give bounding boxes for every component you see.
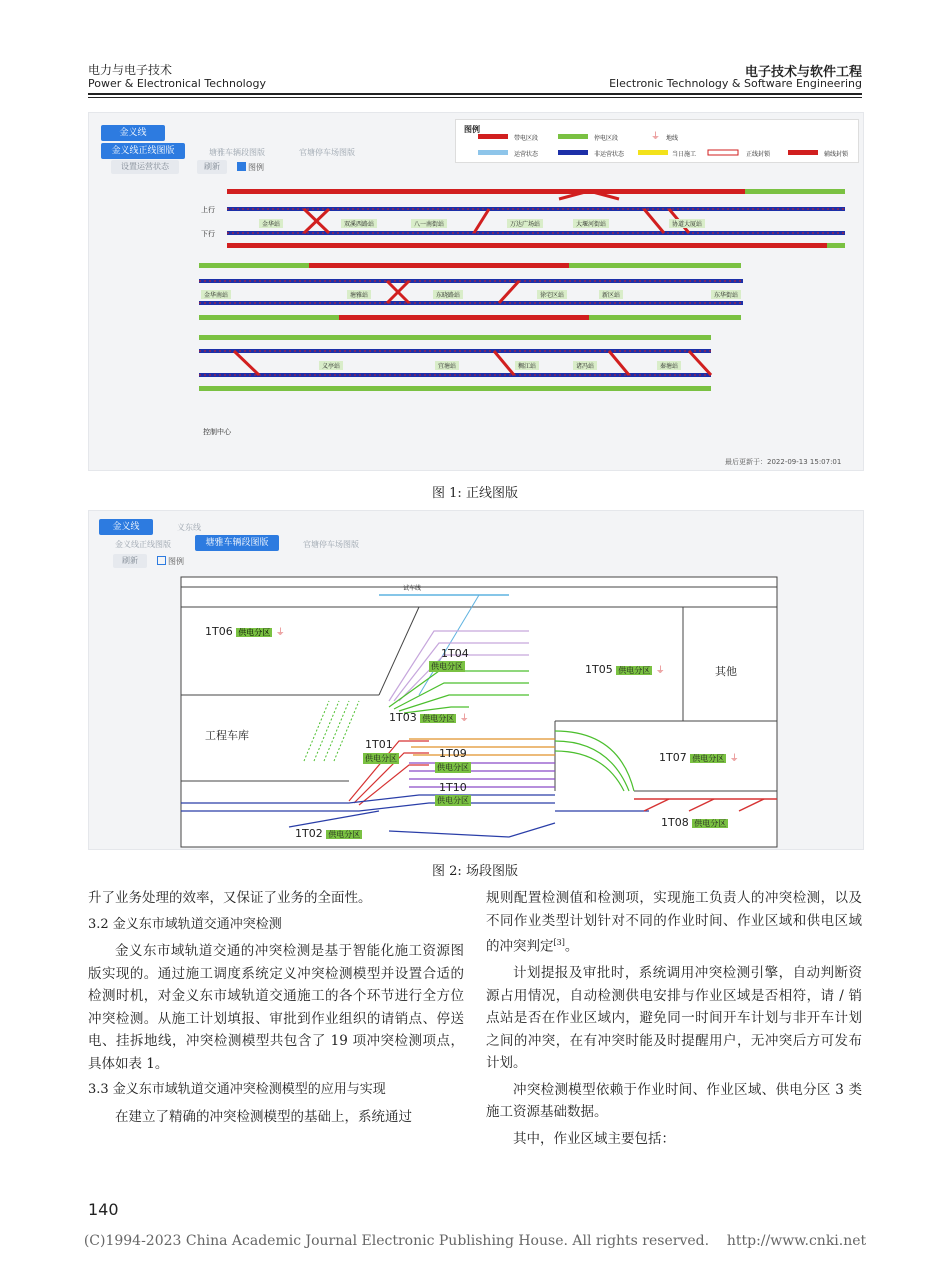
station-tag: 稠江站	[515, 361, 539, 370]
test-line-label: 试车线	[403, 585, 422, 592]
section-heading-3-3: 3.3 金义东市域轨道交通冲突检测模型的应用与实现	[88, 1082, 386, 1097]
paragraph: 其中，作业区域主要包括：	[513, 1130, 675, 1147]
supply-tag: 供电分区	[437, 796, 469, 805]
text-column-left	[88, 887, 464, 1128]
area-1T09: 1T09	[439, 747, 467, 760]
station-tag: 宜塘站	[435, 361, 459, 370]
area-1T05	[585, 663, 665, 676]
area-1T10: 1T10	[439, 781, 467, 794]
legend-label: 运营状态	[514, 151, 539, 158]
tab-yard-board[interactable]: 官塘停车场图版	[303, 540, 359, 549]
header-rule-thin	[88, 97, 862, 98]
legend-checkbox-label: 图例	[168, 557, 184, 566]
journal-name-en: Power & Electronical Technology	[88, 77, 266, 90]
area-other: 其他	[715, 665, 737, 678]
station-tag: 金华站	[259, 219, 283, 228]
supply-tag: 供电分区	[431, 662, 463, 671]
section-name-en: Electronic Technology & Software Engineering	[609, 77, 862, 90]
control-center-label: 控制中心	[203, 428, 231, 436]
last-updated: 最后更新于：2022-09-13 15:07:01	[725, 458, 842, 466]
figure-1-mainline-board	[88, 112, 864, 471]
row-label-down: 下行	[201, 230, 215, 238]
area-code: 1T02	[295, 827, 323, 840]
supply-tag: 供电分区	[422, 714, 455, 723]
tab-yard-board[interactable]: 官塘停车场图版	[299, 148, 355, 157]
station-tag: 金华南站	[201, 290, 231, 299]
paragraph-text: 规则配置检测值和检测项，实现施工负责人的冲突检测，以及不同作业类型计划针对不同的作业时间、作业区域和供电区域的冲突判定	[486, 890, 862, 955]
tab-jinyi-line[interactable]: 金义线	[101, 125, 165, 141]
yard-diagram	[89, 511, 863, 849]
tab-mainline-board[interactable]: 金义线正线图版	[115, 540, 171, 549]
refresh-button[interactable]: 刷新	[113, 554, 147, 568]
area-1T07	[659, 751, 739, 764]
legend-label: 辅线封锁	[824, 151, 849, 158]
area-engineering-garage: 工程车库	[205, 729, 249, 742]
paragraph	[486, 887, 862, 958]
legend-label: 停电区段	[594, 135, 619, 142]
header-rule	[88, 93, 862, 95]
area-1T04	[441, 647, 469, 660]
station-tag: 大堰河街站	[573, 219, 609, 228]
journal-name-cn: 电力与电子技术	[88, 63, 173, 77]
station-tag: 诸冯站	[573, 361, 597, 370]
paragraph: 金义东市域轨道交通的冲突检测是基于智能化施工资源图版实现的。通过施工调度系统定义冲突检测模型并设置合适的检测时机，对金义东市域轨道交通施工的各个环节进行全方位冲突检测。从施工计划填报、审批到作业组织的请销点、停送电、挂拆地线，冲突检测模型共包含了 19 项冲突检测项点，具体如表 1。	[88, 943, 464, 1072]
ground-icon: ⏚	[459, 714, 469, 724]
area-1T02	[295, 827, 362, 840]
supply-tag: 供电分区	[328, 830, 361, 839]
area-1T08	[661, 816, 728, 829]
set-status-button[interactable]: 设置运营状态	[111, 160, 179, 174]
text-column-right	[486, 887, 862, 1150]
area-1T06	[205, 625, 285, 638]
citation: [3]	[553, 938, 565, 947]
paragraph: 冲突检测模型依赖于作业时间、作业区域、供电分区 3 类施工资源基础数据。	[486, 1081, 862, 1120]
area-code: 1T08	[661, 816, 689, 829]
legend-label: 非运营状态	[594, 151, 625, 158]
refresh-button[interactable]: 刷新	[197, 160, 227, 174]
station-tag: 协道大厦站	[669, 219, 705, 228]
station-tag: 双溪西路站	[341, 219, 377, 228]
tab-depot-board[interactable]: 塘雅车辆段图版	[209, 148, 265, 157]
figure-2-caption: 图 2: 场段图版	[432, 864, 518, 879]
area-code: 1T06	[205, 625, 233, 638]
area-code: 1T05	[585, 663, 613, 676]
copyright-notice: (C)1994-2023 China Academic Journal Electronic Publishing House. All rights reserved. http://www.cnki.net	[83, 1233, 867, 1249]
supply-tag: 供电分区	[618, 666, 651, 675]
supply-tag: 供电分区	[694, 819, 727, 828]
legend-label: 当日施工	[672, 151, 697, 158]
supply-tag: 供电分区	[365, 754, 397, 763]
station-tag: 东晓路站	[433, 290, 463, 299]
paragraph-text: 。	[564, 938, 579, 955]
ground-icon: ⏚	[275, 628, 285, 638]
supply-tag: 供电分区	[238, 628, 271, 637]
ground-icon: ⏚	[729, 754, 739, 764]
area-code: 1T07	[659, 751, 687, 764]
supply-tag: 供电分区	[692, 754, 725, 763]
legend-label: 地线	[666, 135, 679, 142]
area-1T03	[389, 711, 469, 724]
figure-1-caption: 图 1: 正线图版	[432, 486, 518, 501]
area-code: 1T03	[389, 711, 417, 724]
supply-tag: 供电分区	[437, 763, 469, 772]
ground-icon: ⏚	[655, 666, 665, 676]
paragraph: 在建立了精确的冲突检测模型的基础上，系统通过	[115, 1108, 412, 1125]
legend-checkbox-label: 图例	[248, 163, 264, 172]
ground-icon: ⏚	[651, 132, 661, 142]
station-tag: 徐宅区站	[537, 290, 567, 299]
station-tag: 义亭站	[319, 361, 343, 370]
station-tag: 塘雅站	[347, 290, 371, 299]
station-tag: 东华街站	[711, 290, 741, 299]
tab-mainline-board[interactable]: 金义线正线图版	[101, 143, 185, 159]
station-tag: 八一南街站	[411, 219, 447, 228]
page-number: 140	[88, 1200, 119, 1219]
paragraph: 计划提报及审批时，系统调用冲突检测引擎，自动判断资源占用情况，自动检测供电安排与作业区域是否相符，请 / 销点站是否在作业区域内，避免同一时间开车计划与非开车计划之间的冲突，在有冲突时能及时提醒用户，无冲突后方可发布计划。	[486, 965, 862, 1071]
station-tag: 秦塘站	[657, 361, 681, 370]
legend-label: 正线封锁	[746, 151, 771, 158]
legend-title: 图例	[464, 125, 480, 134]
station-tag: 万达广场站	[507, 219, 543, 228]
tab-depot-board[interactable]: 塘雅车辆段图版	[195, 535, 279, 551]
tab-yidong-line[interactable]: 义东线	[177, 523, 201, 532]
paragraph: 升了业务处理的效率，又保证了业务的全面性。	[88, 890, 372, 906]
section-heading-3-2: 3.2 金义东市域轨道交通冲突检测	[88, 916, 282, 932]
row-label-up: 上行	[201, 206, 215, 214]
figure-2-yard-board	[88, 510, 864, 850]
tab-jinyi-line[interactable]: 金义线	[99, 519, 153, 535]
area-code: 1T04	[441, 647, 469, 660]
section-name-cn: 电子技术与软件工程	[744, 65, 862, 80]
legend-label: 带电区段	[514, 135, 539, 142]
area-1T01: 1T01	[365, 738, 393, 751]
station-tag: 新区站	[599, 290, 623, 299]
